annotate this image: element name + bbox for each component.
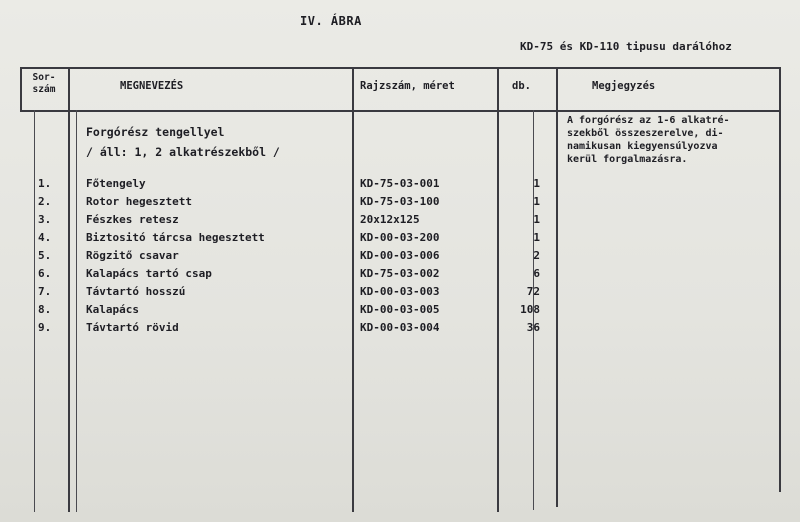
- remark-line-4: kerül forgalmazásra.: [567, 154, 688, 165]
- table-top-border: [20, 67, 780, 69]
- table-row: [0, 231, 800, 249]
- quantity: 1: [533, 177, 540, 190]
- part-name: Távtartó hosszú: [86, 285, 186, 298]
- drawing-number: KD-00-03-004: [360, 321, 440, 334]
- part-name: Fészkes retesz: [86, 213, 179, 226]
- table-row: [0, 195, 800, 213]
- figure-subtitle: KD-75 és KD-110 tipusu darálóhoz: [520, 40, 732, 53]
- quantity: 72: [526, 285, 540, 298]
- header-name: MEGNEVEZÉS: [120, 80, 184, 92]
- quantity: 2: [533, 249, 540, 262]
- row-number: 8.: [38, 303, 52, 316]
- drawing-number: KD-00-03-006: [360, 249, 440, 262]
- remark-text: [567, 114, 772, 166]
- table-row: [0, 321, 800, 339]
- quantity: 108: [520, 303, 540, 316]
- part-name: Távtartó rövid: [86, 321, 179, 334]
- drawing-number: KD-00-03-200: [360, 231, 440, 244]
- quantity: 36: [526, 321, 540, 334]
- row-number: 7.: [38, 285, 52, 298]
- drawing-number: 20x12x125: [360, 213, 420, 226]
- drawing-number: KD-00-03-005: [360, 303, 440, 316]
- part-name: Rotor hegesztett: [86, 195, 192, 208]
- quantity: 1: [533, 195, 540, 208]
- remark-line-2: szekből összeszerelve, di-: [567, 128, 724, 139]
- row-number: 9.: [38, 321, 52, 334]
- remark-line-1: A forgórész az 1-6 alkatré-: [567, 115, 730, 126]
- header-row-number-line1: Sor-: [32, 72, 56, 83]
- figure-title: IV. ÁBRA: [300, 14, 362, 28]
- quantity: 1: [533, 231, 540, 244]
- header-remark: Megjegyzés: [592, 80, 656, 92]
- drawing-number: KD-00-03-003: [360, 285, 440, 298]
- assembly-group-title: Forgórész tengellyel: [86, 125, 225, 139]
- table-row: [0, 267, 800, 285]
- part-name: Főtengely: [86, 177, 146, 190]
- header-drawing: Rajzszám, méret: [360, 80, 455, 92]
- row-number: 5.: [38, 249, 52, 262]
- drawing-number: KD-75-03-001: [360, 177, 440, 190]
- header-separator: [20, 110, 780, 112]
- quantity: 6: [533, 267, 540, 280]
- row-number: 1.: [38, 177, 52, 190]
- header-row-number: [22, 72, 66, 96]
- part-name: Rögzitő csavar: [86, 249, 179, 262]
- quantity: 1: [533, 213, 540, 226]
- row-number: 3.: [38, 213, 52, 226]
- header-qty: db.: [512, 80, 531, 92]
- table-row: [0, 285, 800, 303]
- assembly-group-subtitle: / áll: 1, 2 alkatrészekből /: [86, 145, 280, 159]
- table-row: [0, 249, 800, 267]
- row-number: 6.: [38, 267, 52, 280]
- table-row: [0, 177, 800, 195]
- drawing-number: KD-75-03-100: [360, 195, 440, 208]
- header-row-number-line2: szám: [32, 84, 56, 95]
- part-name: Kalapács tartó csap: [86, 267, 212, 280]
- drawing-number: KD-75-03-002: [360, 267, 440, 280]
- row-number: 2.: [38, 195, 52, 208]
- part-name: Biztositó tárcsa hegesztett: [86, 231, 265, 244]
- remark-line-3: namikusan kiegyensúlyozva: [567, 141, 718, 152]
- part-name: Kalapács: [86, 303, 139, 316]
- row-number: 4.: [38, 231, 52, 244]
- table-row: [0, 213, 800, 231]
- table-row: [0, 303, 800, 321]
- assembly-group: [86, 122, 280, 162]
